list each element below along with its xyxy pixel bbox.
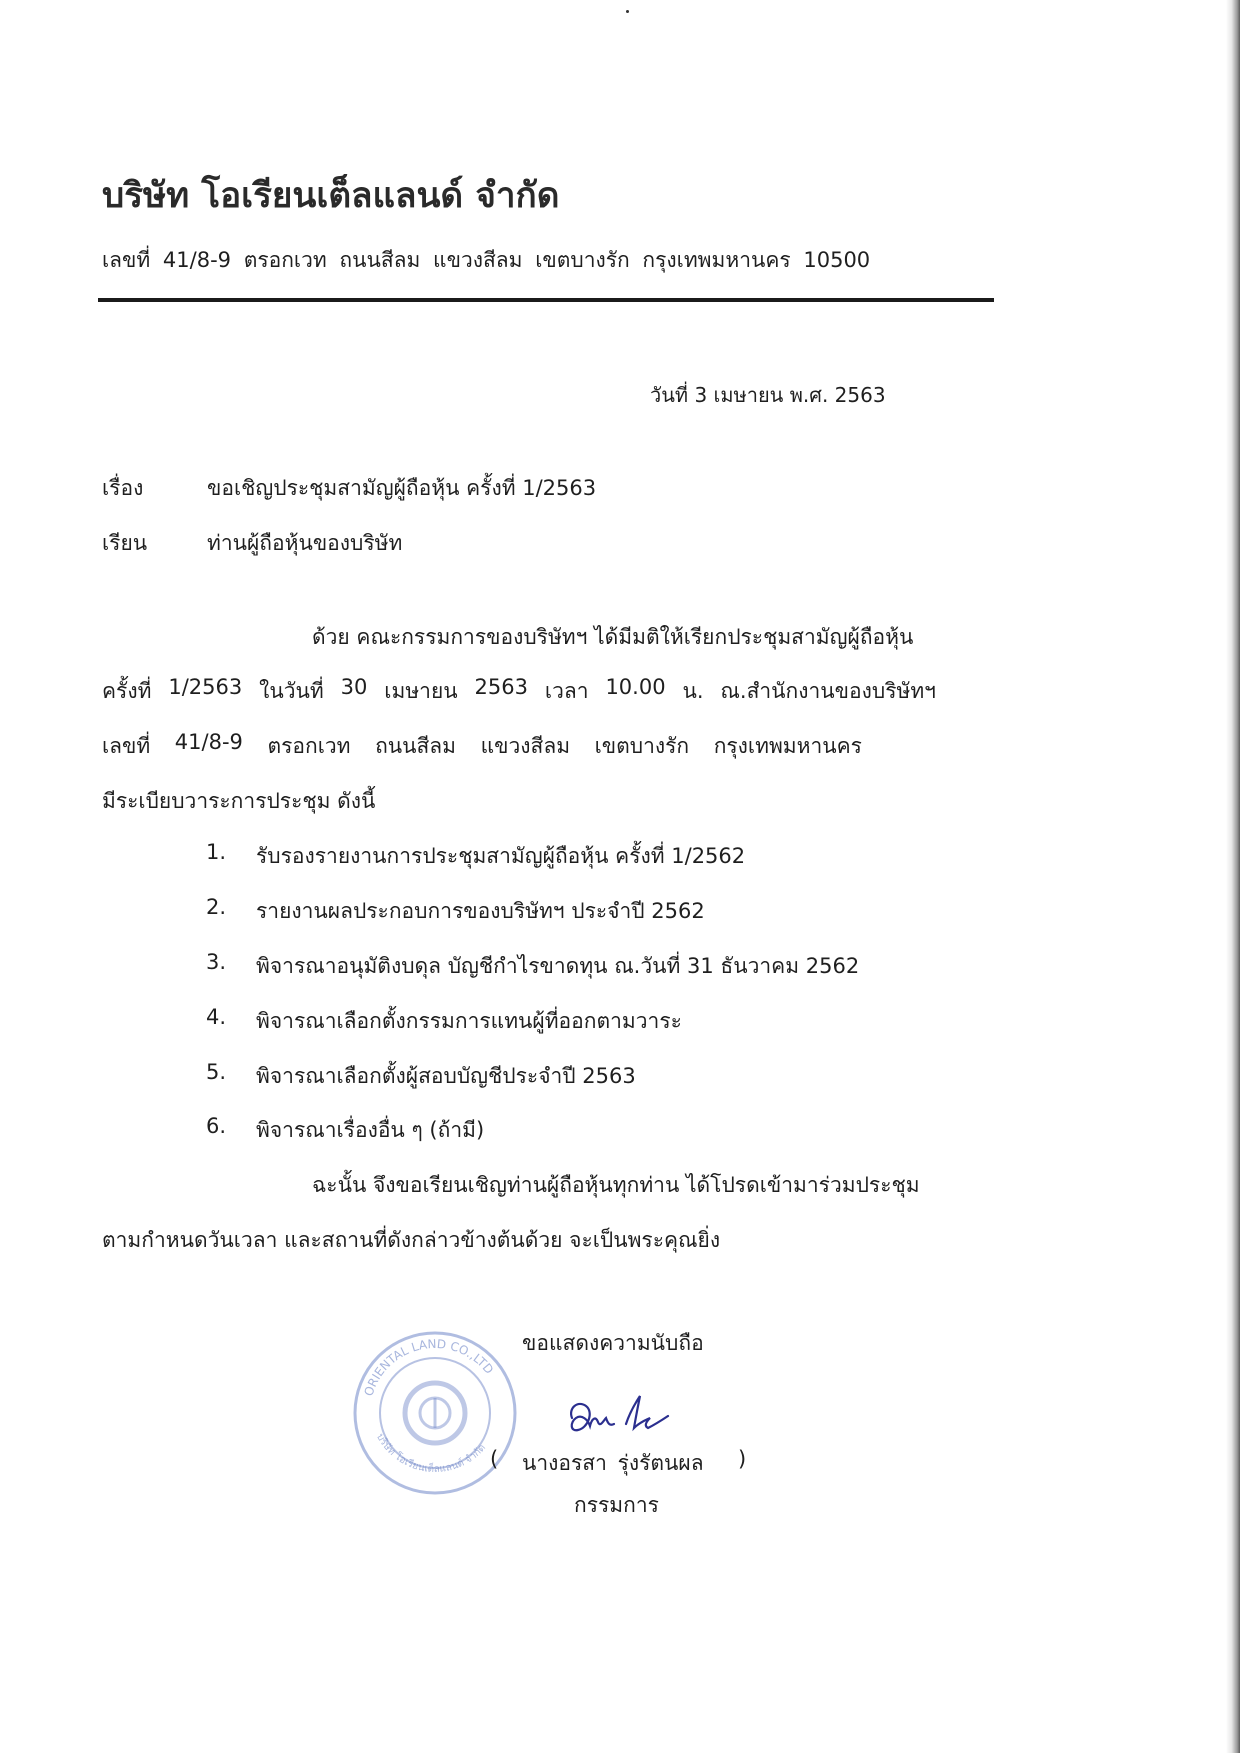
agenda-num: 1. — [206, 840, 227, 864]
body-word: ในวันที่ — [259, 679, 324, 703]
agenda-item: พิจารณาเรื่องอื่น ๆ (ถ้ามี) — [256, 1118, 485, 1142]
agenda-num: 6. — [206, 1114, 227, 1138]
header-divider — [98, 298, 994, 302]
body-word: 30 — [340, 675, 368, 699]
regards: ขอแสดงความนับถือ — [522, 1331, 704, 1355]
name-close-paren: ) — [738, 1447, 747, 1471]
agenda-item: รับรองรายงานการประชุมสามัญผู้ถือหุ้น ครั้งที่ 1/2562 — [256, 844, 746, 868]
body-word: 1/2563 — [168, 675, 243, 699]
svg-text:บริษัท โอเรียนเต็ลแลนด์ จำกัด — [374, 1432, 488, 1475]
signature — [564, 1388, 684, 1448]
body-word: ถนนสีลม — [375, 734, 457, 758]
recipient-label: เรียน — [102, 531, 148, 555]
signatory-title: กรรมการ — [574, 1493, 659, 1517]
stamp-text-bottom: บริษัท โอเรียนเต็ลแลนด์ จำกัด — [374, 1431, 489, 1476]
scan-speck — [626, 10, 629, 13]
body-word: เขตบางรัก — [594, 734, 690, 758]
subject-text: ขอเชิญประชุมสามัญผู้ถือหุ้น ครั้งที่ 1/2563 — [207, 476, 597, 500]
body-word: 10.00 — [605, 675, 666, 699]
stamp-text-top: ORIENTAL LAND CO.,LTD — [361, 1336, 497, 1398]
company-address: เลขที่ 41/8-9 ตรอกเวท ถนนสีลม แขวงสีลม เขตบางรัก กรุงเทพมหานคร 10500 — [102, 248, 871, 272]
agenda-num: 3. — [206, 950, 227, 974]
body-word: แขวงสีลม — [480, 734, 571, 758]
agenda-item: พิจารณาเลือกตั้งผู้สอบบัญชีประจำปี 2563 — [256, 1064, 636, 1088]
body-word: เลขที่ — [102, 734, 151, 758]
body-word: ณ.สำนักงานของบริษัทฯ — [720, 679, 936, 703]
body-para1-line3 — [102, 730, 862, 763]
closing-line1: ฉะนั้น จึงขอเรียนเชิญท่านผู้ถือหุ้นทุกท่าน ได้โปรดเข้ามาร่วมประชุม — [312, 1173, 920, 1197]
agenda-item: รายงานผลประกอบการของบริษัทฯ ประจำปี 2562 — [256, 899, 705, 923]
company-stamp — [350, 1328, 520, 1498]
recipient-text: ท่านผู้ถือหุ้นของบริษัท — [207, 531, 403, 555]
body-word: 2563 — [474, 675, 528, 699]
letter-date: วันที่ 3 เมษายน พ.ศ. 2563 — [650, 383, 886, 407]
company-name: บริษัท โอเรียนเต็ลแลนด์ จำกัด — [102, 176, 560, 216]
body-word: น. — [682, 679, 704, 703]
signatory-name: นางอรสา รุ่งรัตนผล — [522, 1451, 704, 1475]
scan-right-edge — [1226, 0, 1240, 1753]
agenda-num: 2. — [206, 895, 227, 919]
agenda-num: 4. — [206, 1005, 227, 1029]
body-word: ครั้งที่ — [102, 679, 152, 703]
name-open-paren: ( — [490, 1447, 499, 1471]
body-word: 41/8-9 — [174, 730, 243, 754]
body-word: เมษายน — [384, 679, 458, 703]
body-word: ตรอกเวท — [267, 734, 351, 758]
body-word: กรุงเทพมหานคร — [713, 734, 862, 758]
body-word: เวลา — [544, 679, 589, 703]
agenda-item: พิจารณาอนุมัติงบดุล บัญชีกำไรขาดทุน ณ.วันที่ 31 ธันวาคม 2562 — [256, 954, 860, 978]
body-para1-line2 — [102, 675, 936, 708]
body-para1-line4: มีระเบียบวาระการประชุม ดังนี้ — [102, 789, 376, 813]
body-para1-line1: ด้วย คณะกรรมการของบริษัทฯ ได้มีมติให้เรียกประชุมสามัญผู้ถือหุ้น — [312, 625, 914, 649]
agenda-item: พิจารณาเลือกตั้งกรรมการแทนผู้ที่ออกตามวาระ — [256, 1009, 682, 1033]
agenda-num: 5. — [206, 1060, 227, 1084]
closing-line2: ตามกำหนดวันเวลา และสถานที่ดังกล่าวข้างต้นด้วย จะเป็นพระคุณยิ่ง — [102, 1228, 721, 1252]
subject-label: เรื่อง — [102, 476, 144, 500]
